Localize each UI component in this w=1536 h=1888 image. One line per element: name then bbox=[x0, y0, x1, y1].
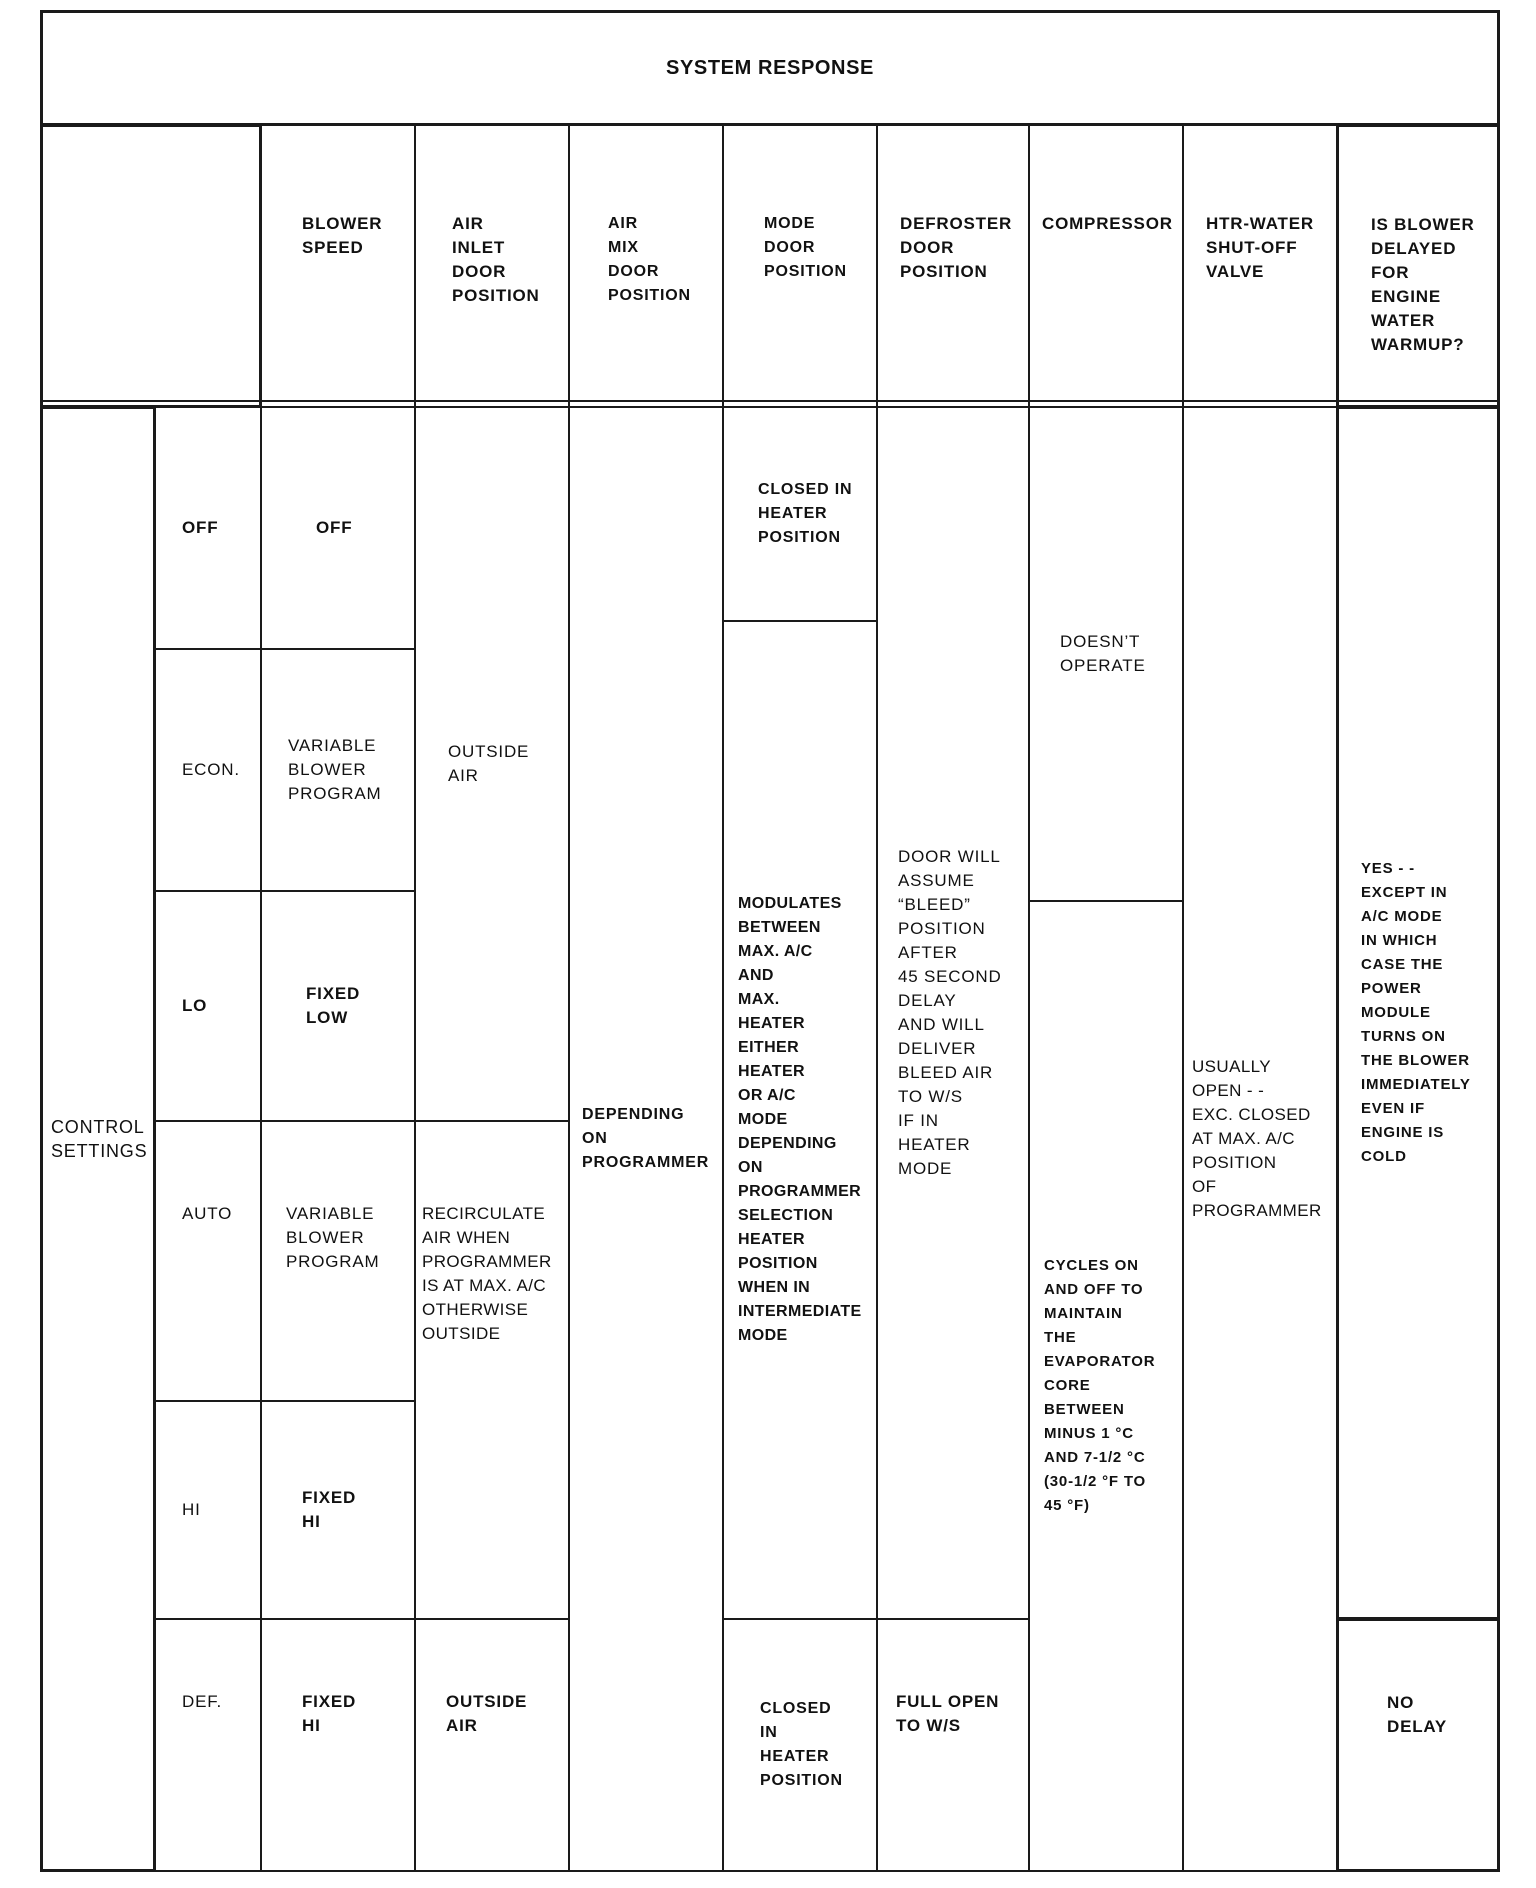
header-divider bbox=[40, 400, 1500, 402]
defroster-door-def: FULL OPEN TO W/S bbox=[876, 1618, 1030, 1872]
blower-delay-yes: YES - - EXCEPT IN A/C MODE IN WHICH CASE THE POWER MODULE TURNS ON THE BLOWER IMMEDIATELY EVEN IF ENGINE IS COLD bbox=[1336, 406, 1500, 1620]
compressor-doesnt-operate: DOESN’T OPERATE bbox=[1028, 406, 1184, 902]
header-blank bbox=[40, 124, 262, 408]
setting-hi: HI bbox=[154, 1400, 262, 1620]
table-title: SYSTEM RESPONSE bbox=[40, 10, 1500, 126]
defroster-door-bleed: DOOR WILL ASSUME “BLEED” POSITION AFTER 45 SECOND DELAY AND WILL DELIVER BLEED AIR TO W/S IF IN HEATER MODE bbox=[876, 406, 1030, 1620]
header-blower-speed: BLOWER SPEED bbox=[260, 124, 416, 408]
header-defroster-door: DEFROSTER DOOR POSITION bbox=[876, 124, 1030, 408]
blower-lo: FIXED LOW bbox=[260, 890, 416, 1122]
mode-door-def: CLOSED IN HEATER POSITION bbox=[722, 1618, 878, 1872]
blower-hi: FIXED HI bbox=[260, 1400, 416, 1620]
setting-def: DEF. bbox=[154, 1618, 262, 1872]
header-blower-delayed: IS BLOWER DELAYED FOR ENGINE WATER WARMUP? bbox=[1336, 124, 1500, 408]
mode-door-modulates: MODULATES BETWEEN MAX. A/C AND MAX. HEATER EITHER HEATER OR A/C MODE DEPENDING ON PROGRAMMER SELECTION HEATER POSITION WHEN IN INTERMEDIATE MODE bbox=[722, 620, 878, 1620]
blower-econ: VARIABLE BLOWER PROGRAM bbox=[260, 648, 416, 892]
htr-water-valve-usually-open: USUALLY OPEN - - EXC. CLOSED AT MAX. A/C POSITION OF PROGRAMMER bbox=[1182, 406, 1338, 1872]
blower-def: FIXED HI bbox=[260, 1618, 416, 1872]
compressor-cycles: CYCLES ON AND OFF TO MAINTAIN THE EVAPORATOR CORE BETWEEN MINUS 1 °C AND 7-1/2 °C (30-1/2 °F TO 45 °F) bbox=[1028, 900, 1184, 1872]
header-htr-water-valve: HTR-WATER SHUT-OFF VALVE bbox=[1182, 124, 1338, 408]
header-air-inlet-door: AIR INLET DOOR POSITION bbox=[414, 124, 570, 408]
control-settings-label: CONTROL SETTINGS bbox=[40, 406, 156, 1872]
header-air-mix-door: AIR MIX DOOR POSITION bbox=[568, 124, 724, 408]
header-compressor: COMPRESSOR bbox=[1028, 124, 1184, 408]
setting-auto: AUTO bbox=[154, 1120, 262, 1402]
setting-off: OFF bbox=[154, 406, 262, 650]
blower-delay-def: NO DELAY bbox=[1336, 1618, 1500, 1872]
mode-door-off: CLOSED IN HEATER POSITION bbox=[722, 406, 878, 622]
air-inlet-recirculate: RECIRCULATE AIR WHEN PROGRAMMER IS AT MAX. A/C OTHERWISE OUTSIDE bbox=[414, 1120, 570, 1620]
blower-auto: VARIABLE BLOWER PROGRAM bbox=[260, 1120, 416, 1402]
setting-econ: ECON. bbox=[154, 648, 262, 892]
setting-lo: LO bbox=[154, 890, 262, 1122]
header-mode-door: MODE DOOR POSITION bbox=[722, 124, 878, 408]
air-inlet-outside: OUTSIDE AIR bbox=[414, 406, 570, 1122]
blower-off: OFF bbox=[260, 406, 416, 650]
air-mix-depending: DEPENDING ON PROGRAMMER bbox=[568, 406, 724, 1872]
air-inlet-def: OUTSIDE AIR bbox=[414, 1618, 570, 1872]
